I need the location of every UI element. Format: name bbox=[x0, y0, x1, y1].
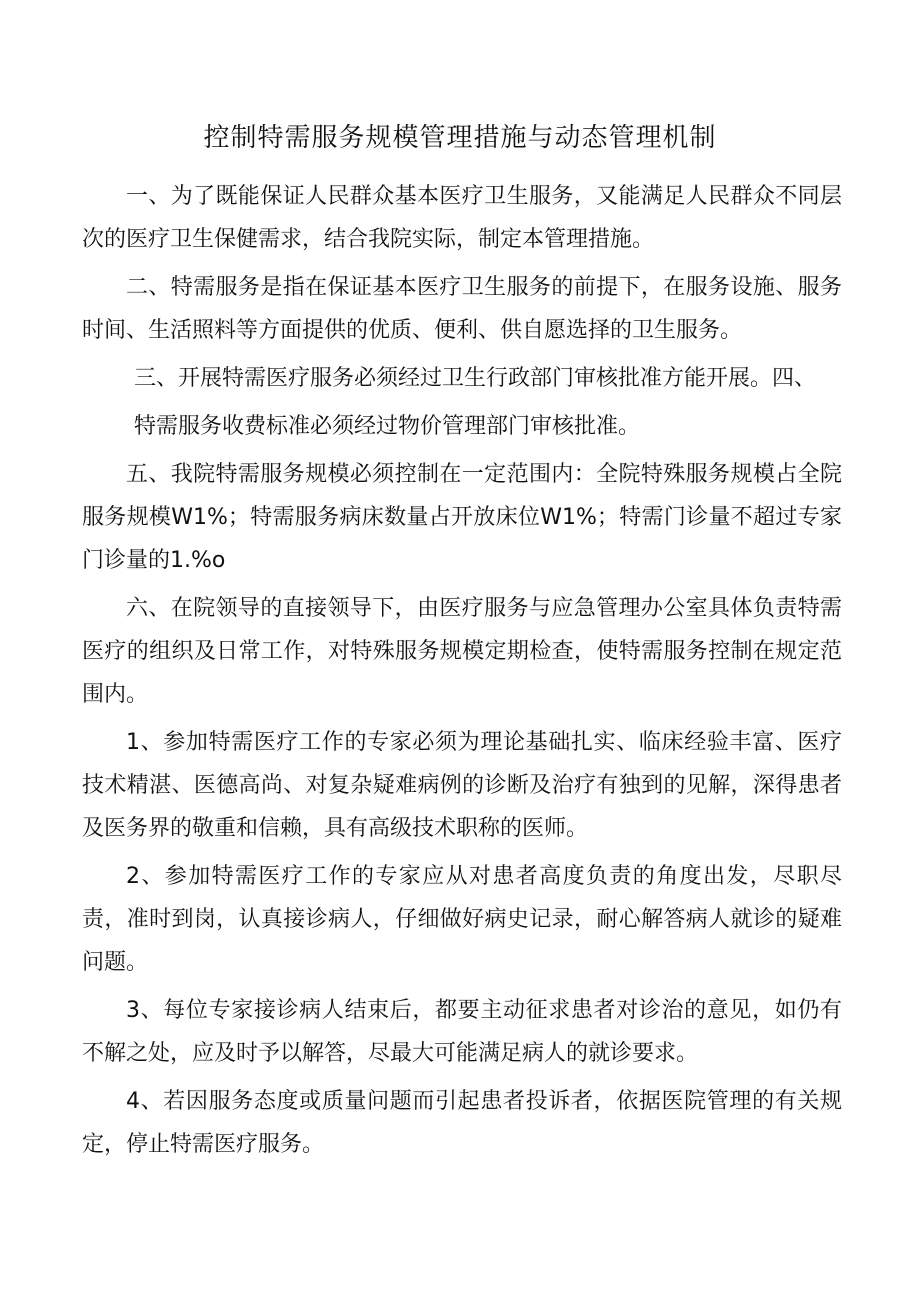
paragraph-4: 特需服务收费标准必须经过物价管理部门审核批准。 bbox=[134, 414, 641, 439]
paragraph-8: 2、参加特需医疗工作的专家应从对患者高度负责的角度出发，尽职尽责，准时到岗，认真接诊病人，仔细做好病史记录，耐心解答病人就诊的疑难问题。 bbox=[82, 864, 842, 975]
paragraph-1: 一、为了既能保证人民群众基本医疗卫生服务，又能满足人民群众不同层次的医疗卫生保健需求，结合我院实际，制定本管理措施。 bbox=[82, 184, 842, 252]
document-body bbox=[82, 175, 842, 1171]
page-title: 控制特需服务规模管理措施与动态管理机制 bbox=[203, 123, 717, 153]
paragraph-9: 3、每位专家接诊病人结束后，都要主动征求患者对诊治的意见，如仍有不解之处，应及时予以解答，尽最大可能满足病人的就诊要求。 bbox=[82, 998, 842, 1066]
paragraph-5: 五、我院特需服务规模必须控制在一定范围内：全院特殊服务规模占全院服务规模W1%；特需服务病床数量占开放床位W1%；特需门诊量不超过专家门诊量的1.%o bbox=[82, 462, 842, 573]
paragraph-2: 二、特需服务是指在保证基本医疗卫生服务的前提下，在服务设施、服务时间、生活照料等方面提供的优质、便利、供自愿选择的卫生服务。 bbox=[82, 275, 842, 343]
paragraph-3: 三、开展特需医疗服务必须经过卫生行政部门审核批准方能开展。四、 bbox=[134, 366, 817, 391]
paragraph-6: 六、在院领导的直接领导下，由医疗服务与应急管理办公室具体负责特需医疗的组织及日常工作，对特殊服务规模定期检查，使特需服务控制在规定范围内。 bbox=[82, 596, 842, 707]
paragraph-10: 4、若因服务态度或质量问题而引起患者投诉者，依据医院管理的有关规定，停止特需医疗服务。 bbox=[82, 1089, 842, 1157]
paragraph-7: 1、参加特需医疗工作的专家必须为理论基础扎实、临床经验丰富、医疗技术精湛、医德高尚、对复杂疑难病例的诊断及治疗有独到的见解，深得患者及医务界的敬重和信赖，具有高级技术职称的医师。 bbox=[82, 730, 842, 841]
